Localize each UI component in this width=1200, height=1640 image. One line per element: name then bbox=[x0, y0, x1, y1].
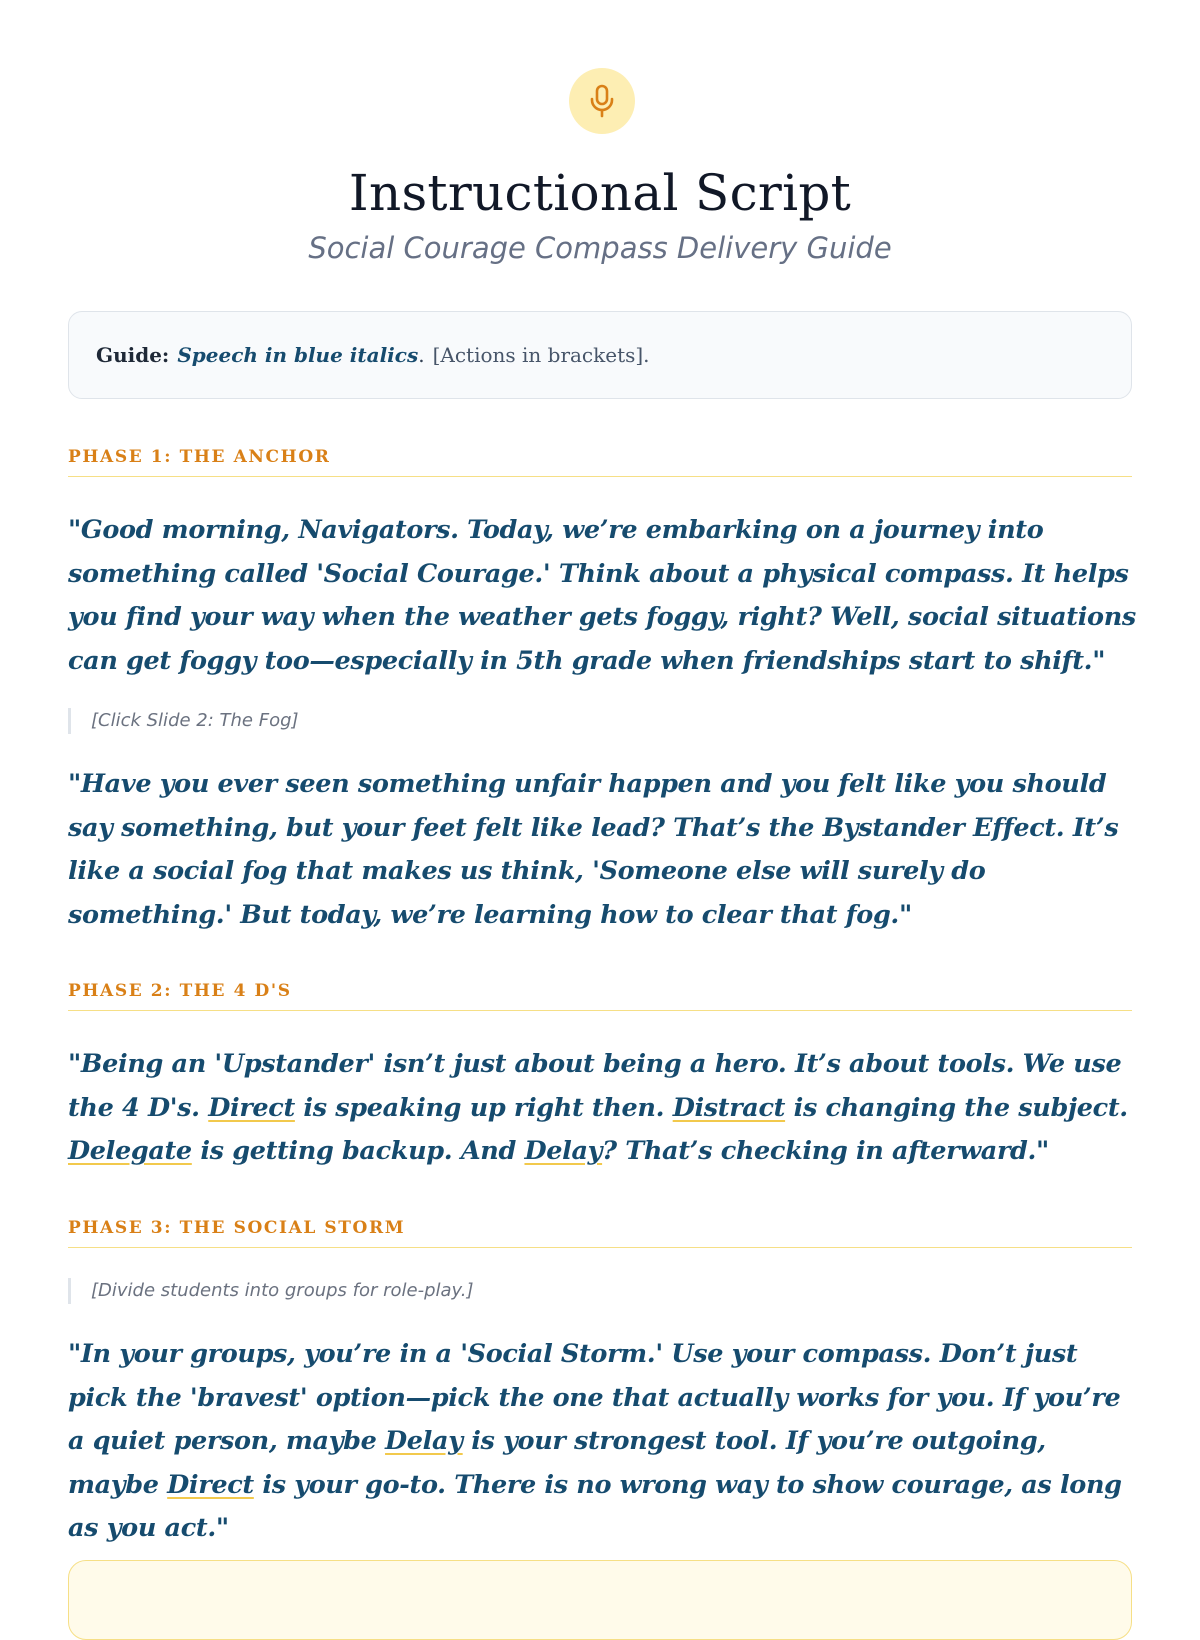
speech-text: is getting backup. And bbox=[191, 1136, 525, 1166]
term-direct: Direct bbox=[208, 1092, 295, 1123]
term-delay: Delay bbox=[385, 1426, 463, 1456]
speech-text: ? That’s checking in afterward." bbox=[602, 1136, 1049, 1166]
guide-actions-example: [Actions in brackets]. bbox=[432, 343, 650, 367]
guide-box bbox=[68, 311, 1132, 399]
speech-text: is speaking up right then. bbox=[294, 1092, 673, 1123]
term-distract: Distract bbox=[672, 1092, 786, 1123]
phase-1-heading: PHASE 1: THE ANCHOR bbox=[68, 447, 1132, 477]
speech-text: "In your groups, you’re in a 'Social Storm.' Use your compass. Don’t just pick the 'bravest' option—pick the one that actually works for you. If you’re a quiet person, maybe bbox=[68, 1339, 1121, 1456]
phase-3-speech bbox=[68, 1333, 1138, 1551]
speech-text: is your strongest tool. If you’re outgoing, maybe bbox=[68, 1426, 1046, 1500]
guide-speech-example: Speech in blue italics bbox=[177, 343, 419, 367]
callout-box bbox=[68, 1560, 1132, 1640]
speech-text: "Being an 'Upstander' isn’t just about being a hero. It’s about tools. We use the 4 D's. bbox=[68, 1049, 1122, 1123]
guide-label: Guide: bbox=[96, 343, 170, 367]
term-delay: Delay bbox=[524, 1136, 603, 1166]
phase-1-action-1: [Click Slide 2: The Fog] bbox=[68, 708, 299, 734]
phase-1-speech-2: "Have you ever seen something unfair happen and you felt like you should say something, but your feet felt like lead? That’s the Bystander Effect. It’s like a social fog that makes us think, 'Someone else will surely do something.' But today, we’re learning how to clear that fog." bbox=[68, 769, 1119, 930]
speech-text: is changing the subject. bbox=[785, 1092, 1128, 1123]
term-delegate: Delegate bbox=[68, 1136, 192, 1166]
term-direct: Direct bbox=[167, 1469, 254, 1500]
phase-2-heading: PHASE 2: THE 4 D'S bbox=[68, 981, 1132, 1011]
microphone-icon bbox=[587, 84, 617, 118]
guide-speech-suffix: . bbox=[418, 343, 425, 367]
speech-text: is your go-to. There is no wrong way to show courage, as long as you act." bbox=[68, 1469, 1122, 1543]
page-title: Instructional Script bbox=[348, 164, 852, 222]
page-subtitle: Social Courage Compass Delivery Guide bbox=[308, 231, 892, 265]
phase-1-speech-1: "Good morning, Navigators. Today, we’re embarking on a journey into something called 'Social Courage.' Think about a physical compass. It helps you find your way when the weather gets foggy, right? Well, social situations can get foggy too—especially in 5th grade when friendships start to shift." bbox=[68, 515, 1136, 676]
phase-2-speech bbox=[68, 1043, 1138, 1174]
phase-3-heading: PHASE 3: THE SOCIAL STORM bbox=[68, 1218, 1132, 1248]
mic-badge bbox=[569, 68, 635, 134]
phase-3-action-1: [Divide students into groups for role-play.] bbox=[68, 1278, 474, 1304]
